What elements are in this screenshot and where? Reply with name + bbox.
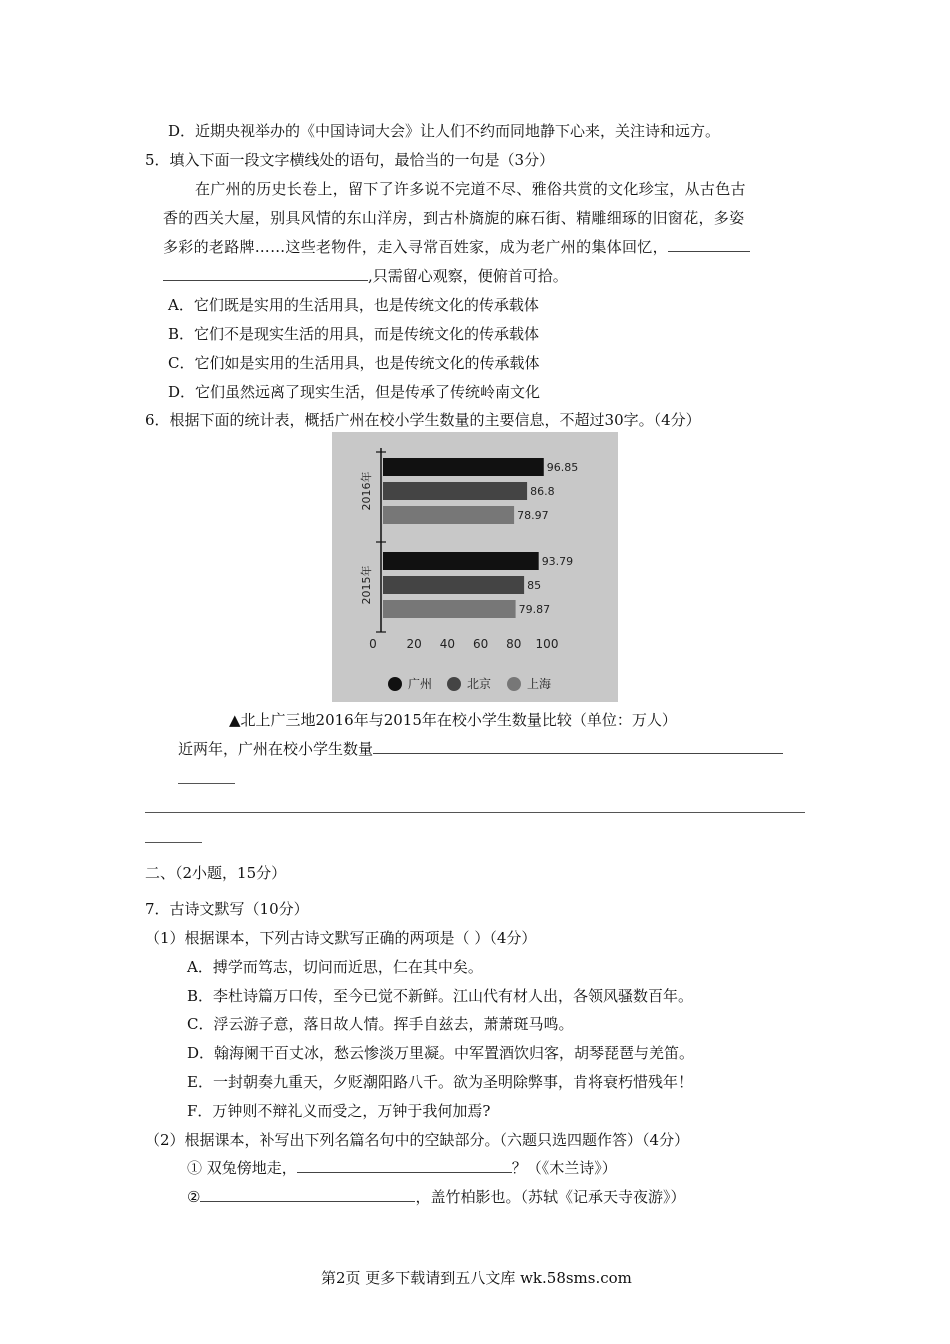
q7-sub2: （2）根据课本，补写出下列名篇名句中的空缺部分。（六题只选四题作答）（4分） [145, 1131, 690, 1149]
x-tick-label: 60 [472, 637, 489, 651]
bar-广州-2016年 [383, 458, 544, 476]
q5-option-d: D．它们虽然远离了现实生活，但是传承了传统岭南文化 [168, 383, 541, 401]
section-2-heading: 二、（2小题，15分） [145, 864, 287, 882]
x-tick-label: 20 [406, 637, 422, 651]
bar-value-label: 78.97 [517, 509, 549, 522]
q5-passage-text-3: 多彩的老路牌……这些老物件，走入寻常百姓家，成为老广州的集体回忆， [163, 238, 668, 256]
q7-title: 7．古诗文默写（10分） [145, 900, 309, 918]
q7-option-c: C．浮云游子意，落日故人情。挥手自兹去，萧萧斑马鸣。 [187, 1015, 574, 1033]
q5-passage-line-4 [163, 266, 568, 286]
q5-option-c: C．它们如是实用的生活用具，也是传统文化的传承载体 [168, 354, 540, 372]
q4-option-d: D．近期央视举办的《中国诗词大会》让人们不约而同地静下心来，关注诗和远方。 [168, 122, 721, 140]
bar-上海-2016年 [383, 506, 514, 524]
q7-fill-2-suffix: ，盖竹柏影也。（苏轼《记承天寺夜游》） [415, 1188, 686, 1206]
q6-answer-line [178, 739, 783, 759]
q6-stem: 6．根据下面的统计表，概括广州在校小学生数量的主要信息，不超过30字。（4分） [145, 411, 701, 429]
bar-北京-2015年 [383, 576, 524, 594]
q7-fill-1-blank[interactable] [297, 1158, 512, 1173]
q7-option-a: A．搏学而笃志，切问而近思，仁在其中矣。 [187, 958, 483, 976]
q6-answer-line-2[interactable] [178, 783, 235, 784]
bar-北京-2016年 [383, 482, 527, 500]
q5-option-b: B．它们不是现实生活的用具，而是传统文化的传承载体 [168, 325, 540, 343]
q5-passage-line-2: 香的西关大屋，别具风情的东山洋房，到古朴旖旎的麻石街、精雕细琢的旧窗花，多姿 [163, 209, 745, 227]
group-label: 2016年 [360, 471, 373, 511]
x-tick-label: 0 [369, 637, 377, 651]
legend-marker-上海 [507, 677, 521, 691]
bar-上海-2015年 [383, 600, 516, 618]
legend-marker-广州 [388, 677, 402, 691]
group-label: 2015年 [360, 565, 373, 605]
legend-label: 上海 [527, 677, 552, 691]
q5-answer-blank-2[interactable] [163, 266, 368, 281]
q7-option-d: D．翰海阑干百丈冰，愁云惨淡万里凝。中军置酒饮归客，胡琴琵琶与羌笛。 [187, 1044, 695, 1062]
x-tick-label: 100 [535, 637, 559, 651]
bar-value-label: 86.8 [530, 485, 555, 498]
bar-value-label: 79.87 [518, 603, 551, 616]
chart-svg [332, 432, 618, 702]
q5-passage-line-3 [163, 237, 750, 257]
q6-answer-line-3[interactable] [145, 812, 805, 813]
bar-chart [332, 432, 618, 702]
q7-option-b: B．李杜诗篇万口传，至今已觉不新鲜。江山代有材人出，各领风骚数百年。 [187, 987, 694, 1005]
q7-sub1: （1）根据课本，下列古诗文默写正确的两项是（ ）（4分） [145, 929, 537, 947]
q5-answer-blank-1[interactable] [668, 237, 750, 252]
q5-passage-line-1: 在广州的历史长卷上，留下了许多说不完道不尽、雅俗共赏的文化珍宝，从古色古 [195, 180, 746, 198]
q6-answer-line-4[interactable] [145, 842, 202, 843]
q7-fill-1-prefix: ① 双兔傍地走， [187, 1159, 297, 1177]
x-tick-label: 80 [506, 637, 522, 651]
q5-stem: 5．填入下面一段文字横线处的语句，最恰当的一句是（3分） [145, 151, 555, 169]
bar-value-label: 85 [527, 579, 542, 592]
legend-label: 广州 [408, 677, 433, 691]
legend-label: 北京 [467, 677, 492, 691]
q7-fill-2-prefix: ② [187, 1188, 201, 1206]
q5-option-a: A．它们既是实用的生活用具，也是传统文化的传承载体 [168, 296, 539, 314]
q7-option-e: E．一封朝奏九重天，夕贬潮阳路八千。欲为圣明除弊事，肯将衰朽惜残年！ [187, 1073, 693, 1091]
q6-answer-prefix: 近两年，广州在校小学生数量 [178, 740, 374, 758]
q6-answer-blank[interactable] [373, 739, 783, 754]
bar-value-label: 93.79 [541, 555, 574, 568]
bar-value-label: 96.85 [546, 461, 579, 474]
page-footer: 第2页 更多下载请到五八文库 wk.58sms.com [321, 1269, 632, 1287]
legend-marker-北京 [447, 677, 461, 691]
q7-fill-1-suffix: ？（《木兰诗》） [511, 1159, 617, 1177]
x-tick-label: 40 [439, 637, 456, 651]
q5-passage-text-4: ,只需留心观察，便俯首可拾。 [368, 267, 568, 285]
bar-广州-2015年 [383, 552, 539, 570]
q7-fill-2 [187, 1187, 685, 1207]
q7-option-f: F．万钟则不辩礼义而受之，万钟于我何加焉? [187, 1102, 491, 1120]
chart-caption: ▲北上广三地2016年与2015年在校小学生数量比较（单位：万人） [229, 711, 677, 729]
q7-fill-2-blank[interactable] [200, 1187, 415, 1202]
q7-fill-1 [187, 1158, 617, 1178]
